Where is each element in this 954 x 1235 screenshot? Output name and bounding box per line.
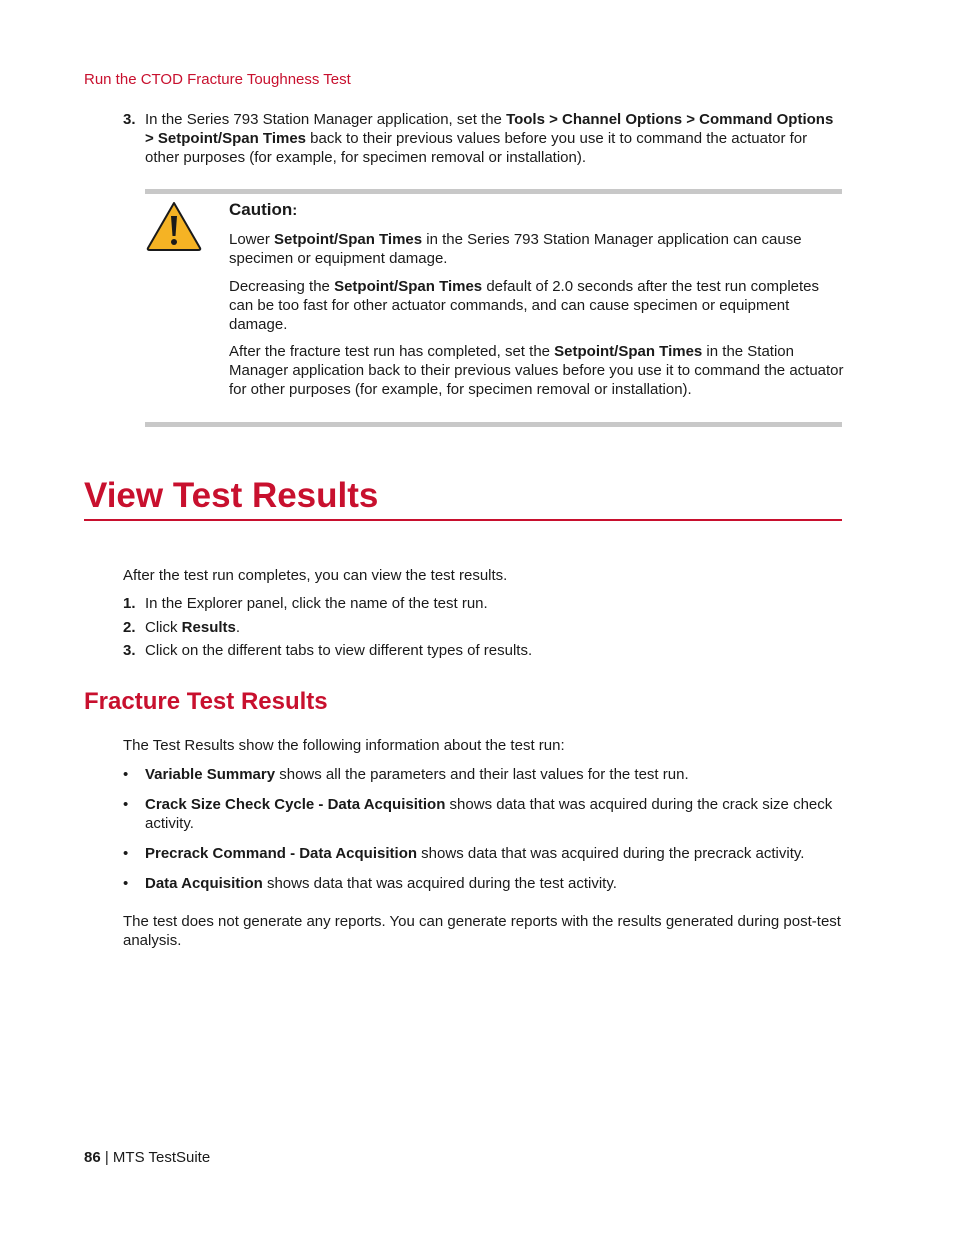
step-text: In the Explorer panel, click the name of the test run. <box>145 595 488 612</box>
section-heading-view-results: View Test Results <box>84 476 379 515</box>
step-text: In the Series 793 Station Manager application, set the Tools > Channel Options > Command Options > Setpoint/Span Times back to their previous values before you use it to command the actuator for other purposes (for example, for specimen removal or installation). <box>145 111 834 166</box>
bullet-item: • Data Acquisition shows data that was acquired during the test activity. <box>123 875 617 892</box>
bullet-item: • Variable Summary shows all the parameters and their last values for the test run. <box>123 766 689 783</box>
caution-title: Caution: <box>229 200 298 219</box>
bullet-mark: • <box>123 845 129 862</box>
caution-paragraph-3: After the fracture test run has completed, set the Setpoint/Span Times in the Station Manager application back to their previous values before you use it to command the actuator for other purposes (for example, for specimen removal or installation). <box>229 343 844 398</box>
view-step-1 <box>123 594 843 613</box>
caution-top-rule <box>145 189 842 194</box>
view-step-3 <box>123 641 843 660</box>
step-number: 2. <box>123 619 136 636</box>
step-3-instruction <box>123 110 843 167</box>
bullet-mark: • <box>123 796 129 813</box>
step-number: 1. <box>123 595 136 612</box>
caution-bottom-rule <box>145 422 842 427</box>
running-header: Run the CTOD Fracture Toughness Test <box>84 71 351 88</box>
closing-paragraph: The test does not generate any reports. You can generate reports with the results generated during post-test analysis. <box>123 913 841 949</box>
step-text: Click on the different tabs to view different types of results. <box>145 642 533 659</box>
caution-paragraph-2: Decreasing the Setpoint/Span Times default of 2.0 seconds after the test run completes can be too fast for other actuator commands, and can cause specimen or equipment damage. <box>229 278 820 333</box>
step-number: 3. <box>123 111 136 128</box>
product-name: MTS TestSuite <box>112 1149 211 1166</box>
fracture-results-intro: The Test Results show the following information about the test run: <box>123 737 565 754</box>
view-results-intro: After the test run completes, you can view the test results. <box>123 567 508 584</box>
bullet-item: • Precrack Command - Data Acquisition shows data that was acquired during the precrack activity. <box>123 845 805 862</box>
page-footer: 86 | MTS TestSuite <box>84 1149 211 1166</box>
page-number: 86 <box>84 1149 101 1166</box>
bullet-mark: • <box>123 766 129 783</box>
warning-triangle-icon <box>145 200 203 252</box>
section-heading-fracture-results: Fracture Test Results <box>84 688 328 715</box>
caution-paragraph-1: Lower Setpoint/Span Times in the Series 793 Station Manager application can cause specimen or equipment damage. <box>229 231 802 267</box>
step-number: 3. <box>123 642 136 659</box>
bullet-mark: • <box>123 875 129 892</box>
heading-underline <box>84 519 842 521</box>
view-step-2 <box>123 618 843 637</box>
step-text: Click Results. <box>145 619 241 636</box>
bullet-item: • Crack Size Check Cycle - Data Acquisition shows data that was acquired during the crack size check activity. <box>123 796 833 832</box>
